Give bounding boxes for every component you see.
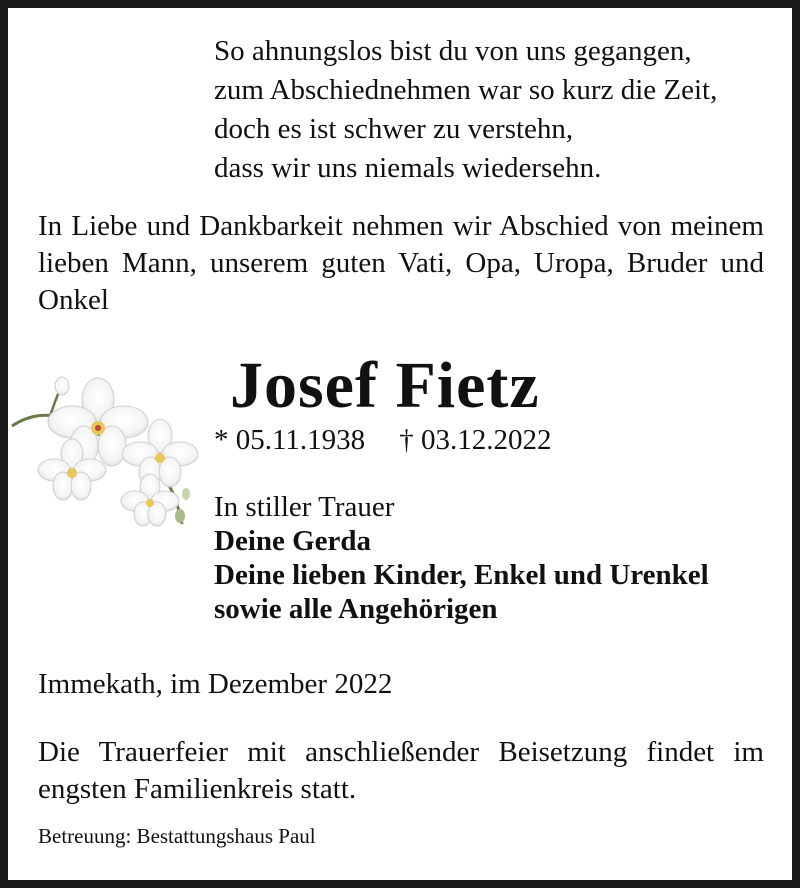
poem-line: dass wir uns niemals wiedersehn. bbox=[214, 152, 602, 184]
birth-date: * 05.11.1938 bbox=[214, 424, 366, 456]
mourner-line: sowie alle Angehörigen bbox=[214, 593, 498, 625]
death-date: † 03.12.2022 bbox=[399, 424, 552, 456]
obituary-card bbox=[8, 8, 792, 880]
life-dates bbox=[214, 422, 551, 458]
mourners bbox=[214, 490, 774, 626]
mourner-line: Deine lieben Kinder, Enkel und Urenkel bbox=[214, 559, 709, 591]
mourning-intro: In stiller Trauer bbox=[214, 491, 395, 523]
funeral-service-note: Die Trauerfeier mit anschließender Beisetzung findet im engsten Familienkreis statt. bbox=[38, 736, 764, 805]
place-date: Immekath, im Dezember 2022 bbox=[38, 668, 393, 700]
poem-line: doch es ist schwer zu verstehn, bbox=[214, 113, 574, 145]
deceased-name: Josef Fietz bbox=[230, 349, 540, 422]
mourner-line: Deine Gerda bbox=[214, 525, 372, 557]
orchid-icon bbox=[10, 364, 200, 534]
poem-line: zum Abschiednehmen war so kurz die Zeit, bbox=[214, 74, 718, 106]
farewell-text: In Liebe und Dankbarkeit nehmen wir Abschied von meinem lieben Mann, unserem guten Vati, Opa, Uropa, Bruder und Onkel bbox=[38, 210, 764, 316]
poem bbox=[214, 32, 774, 188]
poem-line: So ahnungslos bist du von uns gegangen, bbox=[214, 35, 692, 67]
funeral-home: Betreuung: Bestattungshaus Paul bbox=[38, 824, 316, 848]
